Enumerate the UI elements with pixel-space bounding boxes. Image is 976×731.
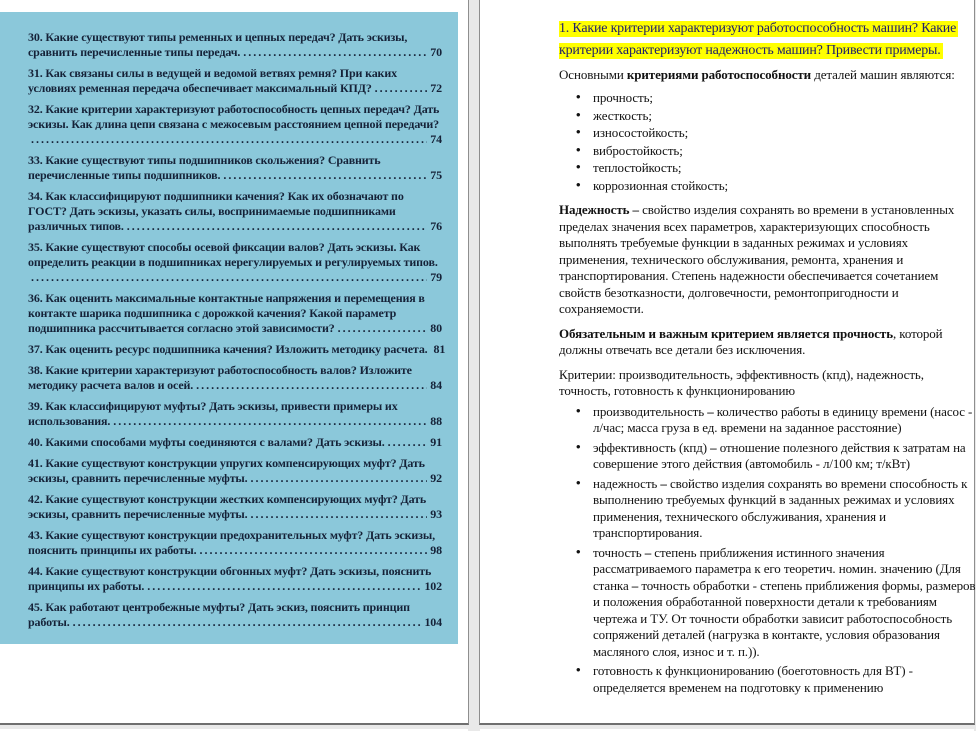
toc-last-line [28,414,442,429]
toc-entry [28,153,442,183]
toc-last-line [28,168,442,183]
highlighted-heading-text: критерии характеризуют надежность машин? Привести примеры. [559,43,941,58]
toc-line-text: работы. [28,615,70,629]
list-item [559,476,976,542]
toc-page-number: 76 [430,219,442,233]
toc-page-number: 84 [430,378,442,392]
toc-page-number: 70 [430,45,442,59]
toc-page-number: 81 [433,342,446,356]
bold-text: Обязательным и важным критерием является прочность [559,325,893,341]
bullet-icon: • [576,402,581,418]
toc-last-line [28,45,442,60]
document-content [559,18,976,699]
toc-line-text: перечисленные типы подшипников. [28,168,221,182]
toc-line-text: эскизы, сравнить перечисленные муфты. [28,507,248,521]
toc-dots-leader [199,543,427,558]
toc-line: 44. Какие существуют конструкции обгонных муфт? Дать эскизы, пояснить [28,564,432,578]
toc-line-text: эскизы, сравнить перечисленные муфты. [28,471,248,485]
toc-dots-leader [388,435,428,450]
list-item-text [593,404,972,436]
toc-line-text: подшипника рассчитывается согласно этой зависимости? [28,321,335,335]
bullet-icon: • [576,543,581,559]
toc-last-line [28,270,442,285]
toc-line: 30. Какие существуют типы ременных и цепных передач? Дать эскизы, [28,30,408,44]
toc-last-line [28,507,442,522]
toc-page-number: 104 [424,615,442,629]
toc-line: 35. Какие существуют способы осевой фиксации валов? Дать эскизы. Как [28,240,421,254]
document-page-right [479,0,975,725]
toc-line: 41. Какие существуют конструкции упругих компенсирующих муфт? Дать [28,456,425,470]
text: деталей машин являются: [811,67,955,82]
bullet-icon: • [576,438,581,454]
text: количество работы в единицу времени (насос - л/час; масса груза в ед. времени на заданное расстояние) [593,403,973,435]
toc-line: 33. Какие существуют типы подшипников скольжения? Сравнить [28,153,381,167]
question-heading-line-2 [559,40,976,62]
bullet-icon: • [576,176,581,192]
toc-entry [28,399,442,429]
bold-text: – [644,544,652,560]
toc-last-line [28,81,442,96]
toc-entry [28,189,442,234]
toc-line: 36. Как оценить максимальные контактные напряжения и перемещения в [28,291,425,305]
toc-page-number: 79 [430,270,442,284]
bold-text: – [631,577,639,593]
highlighted-heading-text: 1. Какие критерии характеризуют работоспособность машин? Какие [559,21,957,36]
toc-entries [28,30,446,630]
toc-line: 31. Как связаны силы в ведущей и ведомой ветвях ремня? При каких [28,66,397,80]
paragraph [559,367,976,400]
paragraphs [559,202,976,400]
list-item [559,545,976,661]
bold-text: критериями работоспособности [626,67,812,82]
bullet-icon: • [576,159,581,174]
toc-block [0,12,458,644]
list-item-text: прочность; [593,90,653,105]
toc-dots-leader [31,132,427,147]
toc-entry [28,600,442,630]
text: готовность к функционированию (боеготовность для ВТ) - определяется временем на подготовку к применению [593,663,913,695]
text: свойство изделия сохранять во времени способность к выполнению требуемых функций в заданных режимах и условиях применения, технического обслуживания, хранения и транспортирования. [593,475,968,540]
toc-dots-leader [113,414,427,429]
toc-line: 45. Как работают центробежные муфты? Дать эскиз, пояснить принцип [28,600,410,614]
toc-line: 39. Как классифицируют муфты? Дать эскизы, привести примеры их [28,399,398,413]
text: степень приближения истинного значения рассматриваемого параметра к его теоретич. номин. значению (Для станка [593,544,961,593]
toc-entry [28,492,442,522]
toc-line: 34. Как классифицируют подшипники качения? Как их обозначают по [28,189,404,203]
toc-entry [28,456,442,486]
paragraph [559,326,976,359]
text: надежность [593,475,661,491]
toc-entry [28,435,442,450]
toc-page-number: 72 [430,81,442,95]
bold-text: – [660,475,667,491]
toc-dots-leader [243,45,427,60]
list-item-text: жесткость; [593,107,652,123]
list-item-text [593,545,975,659]
text: точность [593,544,645,560]
text: , которой должны отвечать все детали без исключения. [559,325,943,357]
toc-page-number: 93 [430,507,442,521]
toc-entry [28,30,442,60]
criteria-list [559,90,976,194]
toc-entry [28,102,442,147]
text: эффективность (кпд) [593,439,711,455]
text: отношение полезного действия к затратам на совершение этого действия (автомобиль - л/100 км; т/кВт) [593,439,966,471]
toc-page-number: 75 [430,168,442,182]
toc-entry [28,564,442,594]
toc-line-text: 37. Как оценить ресурс подшипника качения? Изложить методику расчета. [28,342,428,356]
toc-line: эскизы. Как длина цепи связана с межосевым расстоянием цепной передачи? [28,117,439,131]
toc-dots-leader [223,168,427,183]
list-item [559,108,976,125]
list-item-text: вибростойкость; [593,142,683,158]
bullet-icon: • [576,106,581,122]
bold-text: – [707,403,714,419]
toc-page-number: 102 [424,579,442,593]
toc-page-number: 91 [430,435,442,449]
criteria-detail-list [559,404,976,697]
toc-dots-leader [251,507,428,522]
toc-entry [28,66,442,96]
toc-line: 38. Какие критерии характеризуют работоспособность валов? Изложите [28,363,412,377]
toc-line: контакте шарика подшипника с дорожкой качения? Какой параметр [28,306,397,320]
bullet-icon: • [576,474,581,490]
bullet-icon: • [576,89,581,104]
toc-page-number: 92 [430,471,442,485]
toc-line: ГОСТ? Дать эскизы, указать силы, воспринимаемые подшипниками [28,204,396,218]
toc-entry [28,240,442,285]
toc-last-line [28,132,442,147]
toc-line-text: различных типов. [28,219,124,233]
question-heading-line-1 [559,18,976,40]
toc-dots-leader [251,471,428,486]
list-item-text: теплостойкость; [593,160,682,175]
bullet-icon: • [576,141,581,157]
toc-line: 42. Какие существуют конструкции жестких компенсирующих муфт? Дать [28,492,427,506]
toc-last-line [28,219,442,234]
list-item [559,404,976,437]
toc-page-number: 88 [430,414,442,428]
toc-dots-leader [338,321,428,336]
toc-last-line [28,342,446,357]
toc-entry [28,342,446,357]
toc-line-text: условиях ременная передача обеспечивает максимальный КПД? [28,81,372,95]
toc-line-text: 40. Какими способами муфты соединяются с валами? Дать эскизы. [28,435,385,449]
list-item [559,143,976,160]
list-item-text: коррозионная стойкость; [593,177,729,193]
toc-dots-leader [73,615,422,630]
text: производительность [593,403,708,419]
toc-page-number: 98 [430,543,442,557]
toc-last-line [28,435,442,450]
toc-last-line [28,471,442,486]
toc-dots-leader [375,81,428,96]
list-item [559,440,976,473]
text: Критерии: производительность, эффективность (кпд), надежность, точность, готовность к функционированию [559,366,924,398]
bullet-icon: • [576,124,581,139]
bold-text: – [710,439,717,455]
toc-page-number: 80 [430,321,442,335]
toc-dots-leader [196,378,427,393]
list-item [559,125,976,142]
toc-last-line [28,321,442,336]
toc-entry [28,363,442,393]
toc-entry [28,528,442,558]
list-item-text [593,663,913,695]
toc-line-text: использования. [28,414,111,428]
toc-dots-leader [147,579,421,594]
text: точность обработки - степень приближения формы, размеров и положения обработанной поверхности детали к требованиям чертежа и ТУ. От точности обработки зависит работоспособность сопряжений деталей (нагрузка в контакте, условия образования масляного слоя, износ и т. п.)). [593,577,976,659]
text: Основными [559,67,627,82]
toc-last-line [28,579,442,594]
list-item [559,160,976,177]
toc-line: 32. Какие критерии характеризуют работоспособность цепных передач? Дать [28,102,440,116]
paragraph [559,202,976,318]
list-item-text [593,440,966,472]
list-item [559,178,976,195]
list-item-text [593,476,967,541]
toc-last-line [28,543,442,558]
toc-line-text: пояснить принципы их работы. [28,543,197,557]
text: свойство изделия сохранять во времени в установленных пределах значения всех параметров, характеризующих способность выполнять требуемые функции в заданных режимах и условиях применения, технического обслуживания, ремонта, хранения и транспортирования. Степень надежности обеспечивается сочетанием свойств безотказности, долговечности, ремонтопригодности и сохраняемости. [559,202,955,316]
toc-entry [28,291,442,336]
toc-line-text: методику расчета валов и осей. [28,378,194,392]
toc-last-line [28,615,442,630]
list-item-text: износостойкость; [593,125,689,140]
toc-line-text: сравнить перечисленные типы передач. [28,45,241,59]
toc-dots-leader [127,219,428,234]
toc-dots-leader [31,270,427,285]
toc-page-number: 74 [430,132,442,146]
toc-line: 43. Какие существуют конструкции предохранительных муфт? Дать эскизы, [28,528,435,542]
list-item [559,90,976,107]
toc-last-line [28,378,442,393]
intro-paragraph [559,65,976,84]
bullet-icon: • [576,662,581,677]
list-item [559,663,976,696]
toc-line: определить реакции в подшипниках нерегулируемых и регулируемых типов. [28,255,438,269]
toc-line-text: принципы их работы. [28,579,145,593]
bold-text: Надежность – [559,202,643,217]
